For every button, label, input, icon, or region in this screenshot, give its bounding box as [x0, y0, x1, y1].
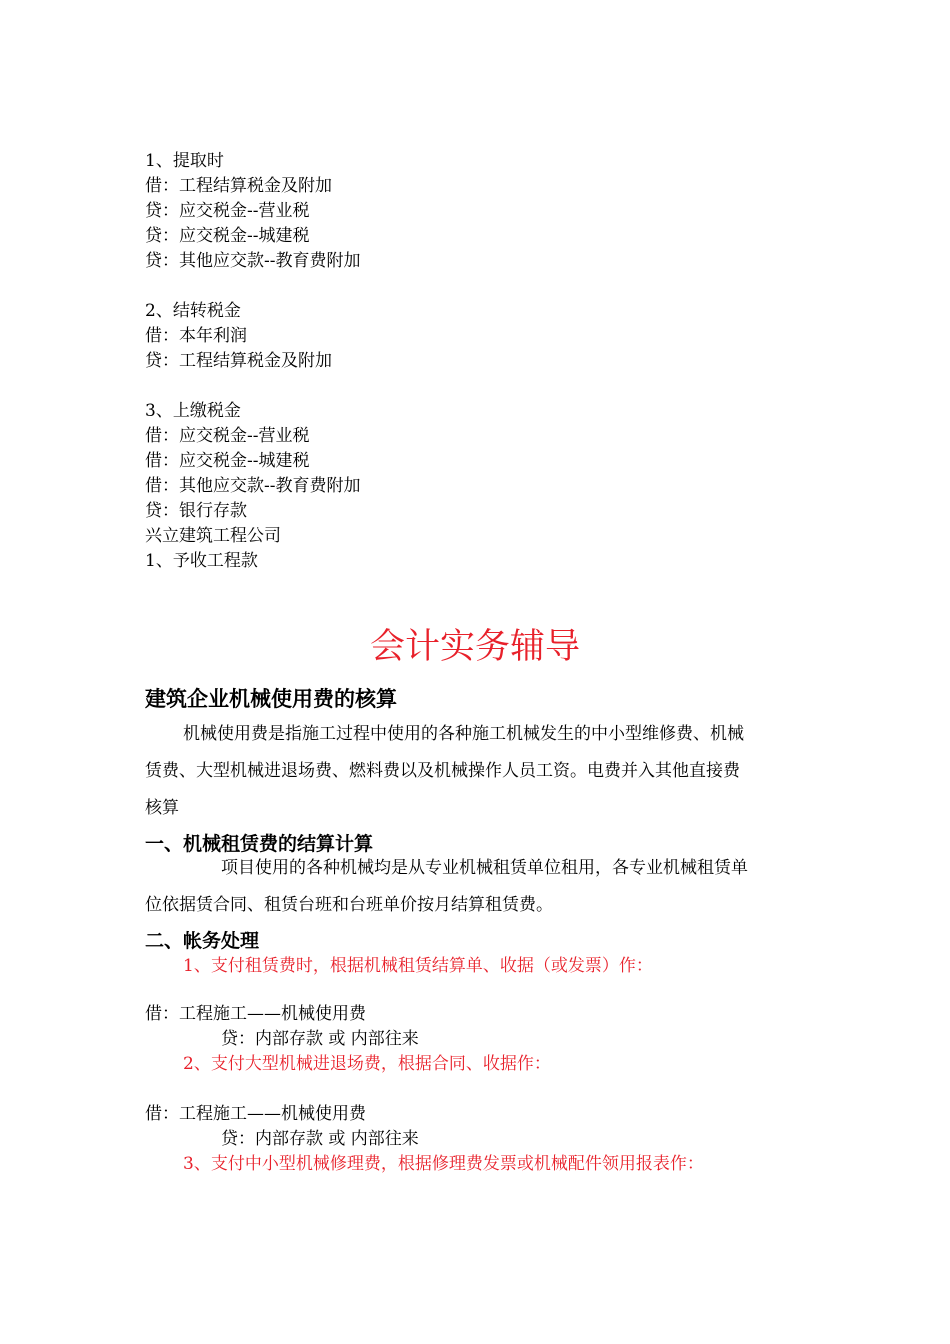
- entry-heading-2: 2、结转税金: [145, 301, 241, 321]
- entry-line: 贷：工程结算税金及附加: [145, 351, 332, 371]
- sub1-paragraph: [145, 850, 810, 924]
- item-1: 1、支付租赁费时，根据机械租赁结算单、收据（或发票）作：: [183, 956, 653, 976]
- entry-heading: 1、予收工程款: [145, 551, 258, 571]
- subheading-2: 二、帐务处理: [145, 930, 260, 952]
- entry-line: 贷：应交税金--营业税: [145, 201, 310, 221]
- entry-line: 贷：应交税金--城建税: [145, 226, 310, 246]
- article-title: 会计实务辅导: [369, 627, 580, 667]
- entry-line: 贷：其他应交款--教育费附加: [145, 251, 361, 271]
- entry-line: 借：其他应交款--教育费附加: [145, 476, 361, 496]
- item-3: 3、支付中小型机械修理费，根据修理费发票或机械配件领用报表作：: [183, 1154, 704, 1174]
- entry-line: 贷：银行存款: [145, 501, 247, 521]
- entry-heading-1: 1、提取时: [145, 151, 224, 171]
- entry-line: 借：应交税金--城建税: [145, 451, 310, 471]
- intro-line-2: 赁费、大型机械进退场费、燃料费以及机械操作人员工资。电费并入其他直接费: [145, 761, 740, 781]
- entry-heading-3: 3、上缴税金: [145, 401, 241, 421]
- item-1-debit: 借：工程施工——机械使用费: [145, 1004, 366, 1024]
- intro-line-1: 机械使用费是指施工过程中使用的各种施工机械发生的中小型维修费、机械: [183, 724, 744, 744]
- article-heading: 建筑企业机械使用费的核算: [145, 687, 397, 711]
- entry-line: 借：应交税金--营业税: [145, 426, 310, 446]
- intro-line-3: 核算: [145, 798, 179, 818]
- entry-line: 借：工程结算税金及附加: [145, 176, 332, 196]
- entry-line: 借：本年利润: [145, 326, 247, 346]
- sub1-line-1: 项目使用的各种机械均是从专业机械租赁单位租用，各专业机械租赁单: [221, 858, 748, 878]
- item-1-credit: 贷：内部存款 或 内部往来: [221, 1029, 419, 1049]
- sub1-line-2: 位依据赁合同、租赁台班和台班单价按月结算租赁费。: [145, 895, 553, 915]
- item-2-credit: 贷：内部存款 或 内部往来: [221, 1129, 419, 1149]
- intro-paragraph: [145, 716, 810, 827]
- item-2: 2、支付大型机械进退场费，根据合同、收据作：: [183, 1054, 551, 1074]
- company-name: 兴立建筑工程公司: [145, 526, 281, 546]
- item-2-debit: 借：工程施工——机械使用费: [145, 1104, 366, 1124]
- subheading-1: 一、机械租赁费的结算计算: [145, 833, 374, 855]
